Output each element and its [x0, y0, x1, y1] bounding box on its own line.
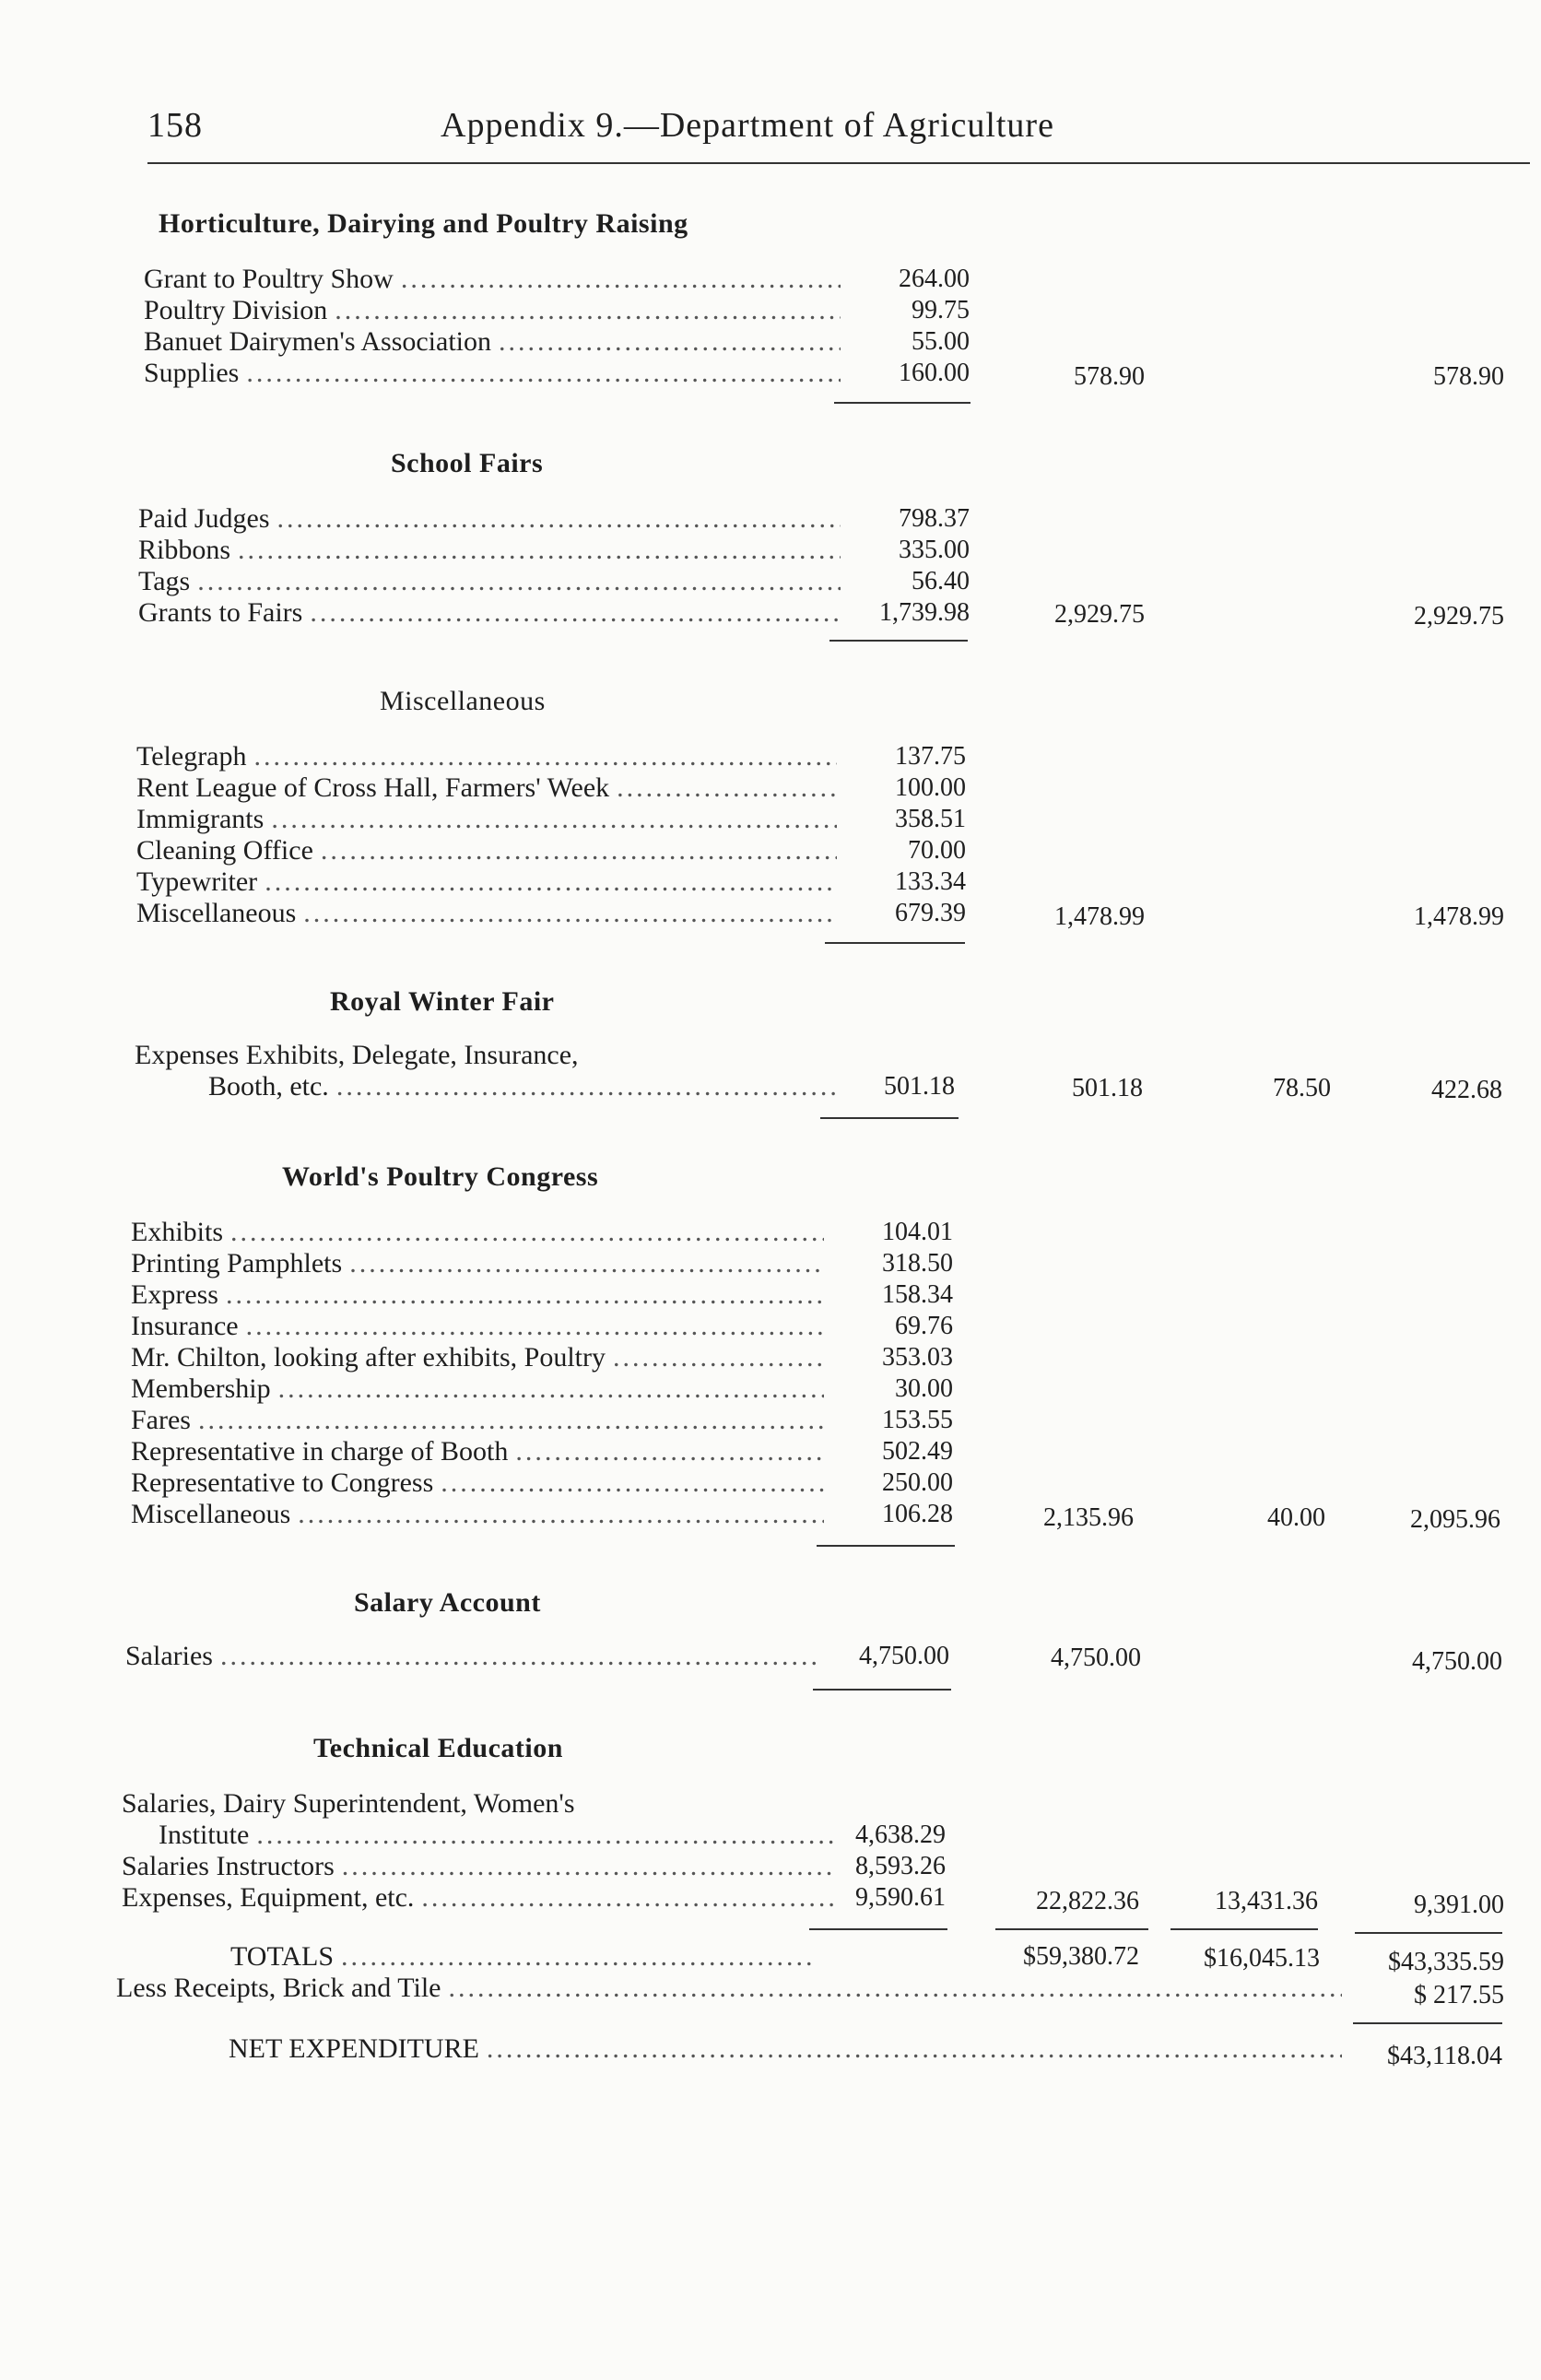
row-net: 2,929.75 — [1414, 602, 1504, 630]
net-expenditure-amount: $43,118.04 — [1387, 2042, 1502, 2070]
row-amount: 104.01 — [882, 1218, 953, 1246]
row-net: 4,750.00 — [1412, 1647, 1502, 1676]
table-row — [0, 772, 1541, 804]
table-row — [0, 1641, 1541, 1676]
totals-receipts: $16,045.13 — [1204, 1944, 1320, 1973]
subtotal-rule — [820, 1117, 959, 1119]
row-total: 4,750.00 — [1051, 1644, 1141, 1672]
section-title-miscellaneous: Miscellaneous — [380, 686, 546, 716]
row-amount: 160.00 — [899, 359, 970, 387]
row-description: Rent League of Cross Hall, Farmers' Week — [136, 772, 610, 803]
subtotal-rule — [817, 1545, 955, 1547]
table-row — [0, 264, 1541, 295]
net-expenditure-label: NET EXPENDITURE — [229, 2033, 479, 2064]
row-description: Booth, etc. — [208, 1071, 329, 1102]
row-description: Miscellaneous — [131, 1499, 291, 1529]
table-row — [0, 1436, 1541, 1467]
row-amount: 502.49 — [882, 1437, 953, 1466]
table-row — [0, 1405, 1541, 1436]
section-title-technical-education: Technical Education — [313, 1733, 563, 1763]
row-net: 422.68 — [1431, 1076, 1502, 1104]
row-amount: 250.00 — [882, 1468, 953, 1497]
row-description: Insurance — [131, 1311, 239, 1341]
row-description: Expenses Exhibits, Delegate, Insurance, — [135, 1040, 579, 1070]
header-rule — [147, 162, 1530, 164]
less-receipts-net: $ 217.55 — [1414, 1981, 1504, 2009]
row-description: Supplies — [144, 358, 240, 388]
row-receipts: 78.50 — [1273, 1074, 1331, 1102]
table-row — [0, 326, 1541, 358]
receipts-rule — [1170, 1928, 1318, 1930]
row-description: Institute — [159, 1820, 250, 1850]
row-amount: 55.00 — [912, 327, 970, 356]
row-description: Salaries — [125, 1641, 213, 1671]
row-amount: 4,638.29 — [855, 1820, 946, 1849]
subtotal-rule — [834, 402, 970, 404]
row-amount: 335.00 — [899, 536, 970, 564]
row-description: Miscellaneous — [136, 898, 297, 928]
table-row — [0, 535, 1541, 566]
table-row — [0, 1040, 1541, 1071]
totals-row — [0, 1941, 1541, 1976]
row-amount: 501.18 — [884, 1072, 955, 1101]
row-amount: 9,590.61 — [855, 1883, 946, 1912]
row-amount: 106.28 — [882, 1500, 953, 1528]
net-expenditure-row — [0, 2033, 1541, 2070]
row-amount: 69.76 — [895, 1312, 953, 1340]
row-net: 1,478.99 — [1414, 902, 1504, 931]
net-rule — [1353, 2022, 1502, 2024]
row-description: Typewriter — [136, 866, 258, 897]
totals-label: TOTALS — [230, 1941, 335, 1972]
table-row — [0, 866, 1541, 898]
row-amount: 133.34 — [895, 867, 966, 896]
section-title-horticulture: Horticulture, Dairying and Poultry Raising — [159, 208, 688, 239]
row-amount: 264.00 — [899, 265, 970, 293]
table-row — [0, 1373, 1541, 1405]
row-amount: 56.40 — [912, 567, 970, 595]
row-description: Mr. Chilton, looking after exhibits, Poultry — [131, 1342, 606, 1373]
table-row — [0, 1248, 1541, 1279]
row-amount: 358.51 — [895, 805, 966, 833]
section-title-worlds-poultry-congress: World's Poultry Congress — [282, 1161, 599, 1192]
row-amount: 1,739.98 — [879, 598, 970, 627]
row-description: Banuet Dairymen's Association — [144, 326, 492, 357]
totals-net: $43,335.59 — [1388, 1948, 1504, 1976]
row-description: Representative to Congress — [131, 1467, 434, 1498]
row-description: Immigrants — [136, 804, 265, 834]
subtotal-rule — [825, 942, 965, 944]
row-description: Ribbons — [138, 535, 231, 565]
row-description: Printing Pamphlets — [131, 1248, 343, 1278]
table-row — [0, 1499, 1541, 1534]
section-title-salary-account: Salary Account — [354, 1587, 541, 1618]
row-description: Grant to Poultry Show — [144, 264, 394, 294]
row-net: 9,391.00 — [1414, 1891, 1504, 1919]
table-row — [0, 566, 1541, 597]
page-header — [147, 100, 1530, 157]
table-row — [0, 1071, 1541, 1102]
table-row — [0, 1820, 1541, 1851]
table-row — [0, 1279, 1541, 1311]
row-total: 2,929.75 — [1054, 600, 1145, 629]
subtotal-rule — [813, 1689, 951, 1691]
section-title-school-fairs: School Fairs — [391, 448, 544, 478]
table-row — [0, 295, 1541, 326]
table-row — [0, 1311, 1541, 1342]
row-total: 501.18 — [1072, 1074, 1143, 1102]
row-amount: 158.34 — [882, 1280, 953, 1309]
row-description: Salaries, Dairy Superintendent, Women's — [122, 1788, 575, 1819]
row-amount: 70.00 — [908, 836, 966, 865]
row-description: Membership — [131, 1373, 271, 1404]
row-receipts: 13,431.36 — [1215, 1887, 1318, 1915]
row-amount: 8,593.26 — [855, 1852, 946, 1880]
row-amount: 353.03 — [882, 1343, 953, 1372]
section-title-royal-winter-fair: Royal Winter Fair — [330, 986, 555, 1017]
row-net: 578.90 — [1433, 362, 1504, 391]
row-description: Fares — [131, 1405, 191, 1435]
subtotal-rule — [809, 1928, 947, 1930]
row-amount: 4,750.00 — [859, 1642, 949, 1670]
table-row — [0, 1467, 1541, 1499]
row-amount: 100.00 — [895, 773, 966, 802]
row-total: 2,135.96 — [1043, 1503, 1134, 1532]
table-row — [0, 597, 1541, 629]
table-row — [0, 898, 1541, 929]
less-receipts-row — [0, 1973, 1541, 2009]
row-description: Salaries Instructors — [122, 1851, 335, 1881]
row-description: Poultry Division — [144, 295, 328, 325]
row-description: Tags — [138, 566, 191, 596]
table-row — [0, 1851, 1541, 1882]
net-rule — [1355, 1932, 1502, 1934]
table-row — [0, 1788, 1541, 1820]
subtotal-rule — [829, 640, 968, 642]
row-total: 22,822.36 — [1036, 1887, 1139, 1915]
table-row — [0, 358, 1541, 389]
row-description: Representative in charge of Booth — [131, 1436, 509, 1467]
table-row — [0, 835, 1541, 866]
table-row — [0, 1882, 1541, 1919]
table-row — [0, 741, 1541, 772]
page-title: Appendix 9.—Department of Agriculture — [441, 106, 1054, 145]
row-amount: 679.39 — [895, 899, 966, 927]
row-description: Telegraph — [136, 741, 247, 772]
row-amount: 99.75 — [912, 296, 970, 324]
row-description: Expenses, Equipment, etc. — [122, 1882, 415, 1913]
row-total: 1,478.99 — [1054, 902, 1145, 931]
table-row — [0, 1342, 1541, 1373]
row-amount: 798.37 — [899, 504, 970, 533]
row-amount: 318.50 — [882, 1249, 953, 1278]
row-description: Grants to Fairs — [138, 597, 303, 628]
row-description: Cleaning Office — [136, 835, 313, 866]
row-amount: 137.75 — [895, 742, 966, 771]
table-row — [0, 804, 1541, 835]
row-description: Express — [131, 1279, 218, 1310]
row-total: 578.90 — [1074, 362, 1145, 391]
table-row — [0, 503, 1541, 535]
total-rule — [995, 1928, 1148, 1930]
row-description: Exhibits — [131, 1217, 224, 1247]
row-net: 2,095.96 — [1410, 1505, 1500, 1534]
row-receipts: 40.00 — [1267, 1503, 1325, 1532]
table-row — [0, 1217, 1541, 1248]
row-description: Paid Judges — [138, 503, 270, 534]
row-amount: 30.00 — [895, 1374, 953, 1403]
row-amount: 153.55 — [882, 1406, 953, 1434]
page-number: 158 — [147, 106, 203, 145]
totals-total: $59,380.72 — [1023, 1942, 1139, 1971]
less-receipts-label: Less Receipts, Brick and Tile — [116, 1973, 441, 2003]
